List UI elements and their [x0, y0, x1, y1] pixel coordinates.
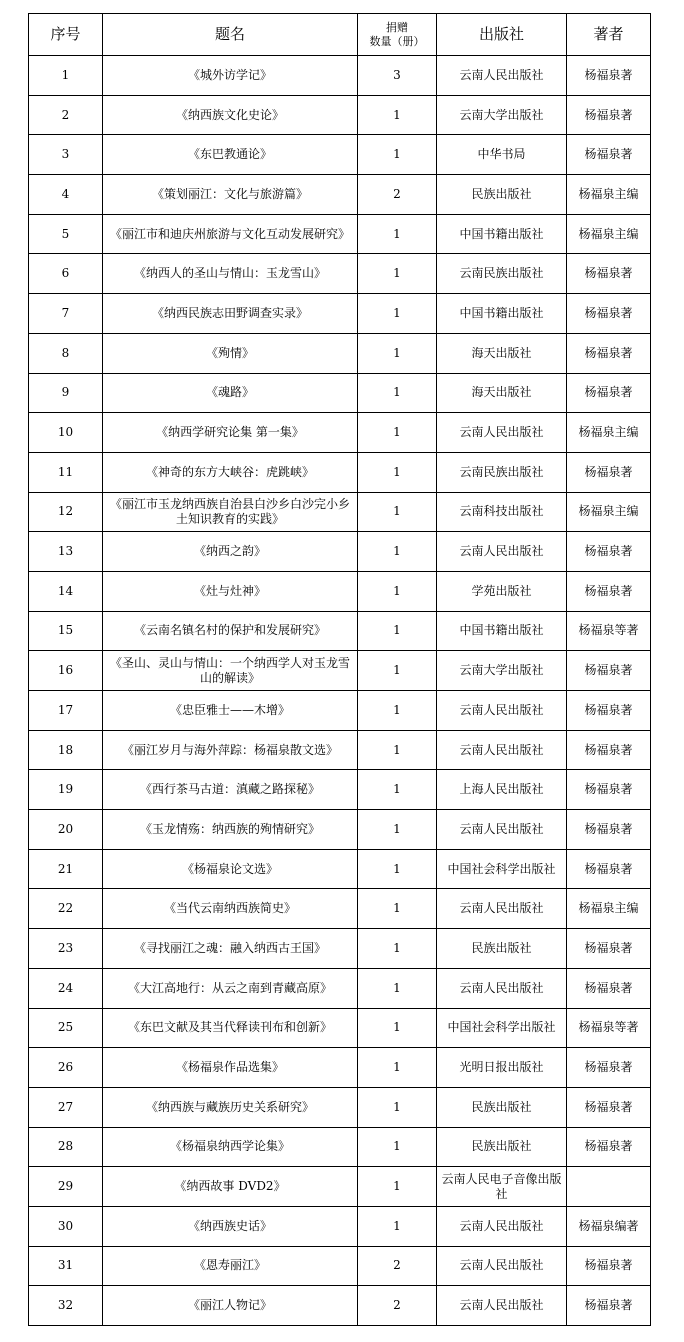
cell-qty: 1 — [358, 413, 437, 453]
cell-title: 《寻找丽江之魂：融入纳西古王国》 — [103, 929, 358, 969]
cell-title: 《恩寿丽江》 — [103, 1246, 358, 1286]
cell-author: 杨福泉著 — [567, 95, 651, 135]
header-qty-line1: 捐赠 — [386, 20, 408, 34]
cell-seq: 21 — [29, 849, 103, 889]
cell-publisher: 中国社会科学出版社 — [437, 849, 567, 889]
cell-qty: 1 — [358, 691, 437, 731]
cell-seq: 14 — [29, 571, 103, 611]
cell-publisher: 云南大学出版社 — [437, 651, 567, 691]
cell-qty: 1 — [358, 1048, 437, 1088]
table-row — [29, 1127, 651, 1167]
cell-publisher: 云南大学出版社 — [437, 95, 567, 135]
cell-title: 《纳西人的圣山与情山：玉龙雪山》 — [103, 254, 358, 294]
cell-publisher: 中华书局 — [437, 135, 567, 175]
cell-author: 杨福泉著 — [567, 770, 651, 810]
table-row — [29, 889, 651, 929]
cell-author: 杨福泉著 — [567, 1048, 651, 1088]
cell-qty: 1 — [358, 1127, 437, 1167]
cell-author: 杨福泉著 — [567, 730, 651, 770]
cell-qty: 1 — [358, 889, 437, 929]
cell-qty: 1 — [358, 1008, 437, 1048]
cell-publisher: 云南科技出版社 — [437, 492, 567, 532]
cell-seq: 27 — [29, 1087, 103, 1127]
table-row — [29, 810, 651, 850]
table-row — [29, 214, 651, 254]
table-row — [29, 373, 651, 413]
cell-title: 《东巴文献及其当代释读刊布和创新》 — [103, 1008, 358, 1048]
cell-seq: 23 — [29, 929, 103, 969]
cell-publisher: 民族出版社 — [437, 929, 567, 969]
cell-title: 《纳西学研究论集 第一集》 — [103, 413, 358, 453]
table-row — [29, 1087, 651, 1127]
table-row — [29, 611, 651, 651]
cell-publisher: 云南人民出版社 — [437, 968, 567, 1008]
cell-publisher: 云南人民出版社 — [437, 810, 567, 850]
table-row — [29, 452, 651, 492]
cell-qty: 1 — [358, 135, 437, 175]
cell-publisher: 学苑出版社 — [437, 571, 567, 611]
cell-seq: 16 — [29, 651, 103, 691]
cell-qty: 1 — [358, 492, 437, 532]
cell-seq: 31 — [29, 1246, 103, 1286]
cell-author: 杨福泉著 — [567, 1246, 651, 1286]
cell-author: 杨福泉著 — [567, 333, 651, 373]
cell-publisher: 云南人民出版社 — [437, 413, 567, 453]
table-row — [29, 175, 651, 215]
cell-title: 《玉龙情殇：纳西族的殉情研究》 — [103, 810, 358, 850]
table-row — [29, 294, 651, 334]
cell-title: 《杨福泉纳西学论集》 — [103, 1127, 358, 1167]
table-row — [29, 135, 651, 175]
cell-qty: 2 — [358, 1286, 437, 1326]
cell-seq: 6 — [29, 254, 103, 294]
table-row — [29, 56, 651, 96]
cell-author: 杨福泉主编 — [567, 175, 651, 215]
cell-publisher: 云南人民出版社 — [437, 532, 567, 572]
cell-author: 杨福泉编著 — [567, 1206, 651, 1246]
cell-title: 《丽江市和迪庆州旅游与文化互动发展研究》 — [103, 214, 358, 254]
cell-qty: 1 — [358, 849, 437, 889]
cell-author: 杨福泉等著 — [567, 611, 651, 651]
cell-author: 杨福泉著 — [567, 373, 651, 413]
table-row — [29, 413, 651, 453]
cell-seq: 32 — [29, 1286, 103, 1326]
cell-publisher: 云南人民电子音像出版社 — [437, 1167, 567, 1207]
cell-seq: 5 — [29, 214, 103, 254]
cell-seq: 25 — [29, 1008, 103, 1048]
table-row — [29, 1206, 651, 1246]
cell-qty: 1 — [358, 532, 437, 572]
table-row — [29, 333, 651, 373]
cell-qty: 1 — [358, 611, 437, 651]
header-row — [29, 14, 651, 56]
table-row — [29, 1167, 651, 1207]
cell-seq: 18 — [29, 730, 103, 770]
cell-author: 杨福泉著 — [567, 1286, 651, 1326]
table-row — [29, 95, 651, 135]
cell-title: 《灶与灶神》 — [103, 571, 358, 611]
cell-publisher: 海天出版社 — [437, 373, 567, 413]
cell-author: 杨福泉著 — [567, 651, 651, 691]
cell-seq: 29 — [29, 1167, 103, 1207]
cell-seq: 22 — [29, 889, 103, 929]
cell-author: 杨福泉著 — [567, 810, 651, 850]
cell-title: 《魂路》 — [103, 373, 358, 413]
cell-seq: 3 — [29, 135, 103, 175]
cell-qty: 1 — [358, 1167, 437, 1207]
cell-qty: 1 — [358, 254, 437, 294]
cell-title: 《丽江人物记》 — [103, 1286, 358, 1326]
cell-author: 杨福泉著 — [567, 691, 651, 731]
cell-title: 《圣山、灵山与情山：一个纳西学人对玉龙雪山的解读》 — [103, 651, 358, 691]
cell-title: 《当代云南纳西族简史》 — [103, 889, 358, 929]
table-row — [29, 770, 651, 810]
cell-author: 杨福泉主编 — [567, 889, 651, 929]
cell-publisher: 云南民族出版社 — [437, 452, 567, 492]
cell-author: 杨福泉等著 — [567, 1008, 651, 1048]
cell-title: 《纳西之韵》 — [103, 532, 358, 572]
table-row — [29, 1048, 651, 1088]
header-qty-line2: 数量（册） — [369, 34, 425, 48]
cell-author: 杨福泉著 — [567, 56, 651, 96]
table-row — [29, 1286, 651, 1326]
cell-seq: 28 — [29, 1127, 103, 1167]
cell-publisher: 云南人民出版社 — [437, 691, 567, 731]
cell-seq: 26 — [29, 1048, 103, 1088]
cell-author: 杨福泉著 — [567, 929, 651, 969]
cell-publisher: 云南人民出版社 — [437, 1206, 567, 1246]
cell-title: 《杨福泉作品选集》 — [103, 1048, 358, 1088]
cell-title: 《纳西民族志田野调查实录》 — [103, 294, 358, 334]
cell-seq: 1 — [29, 56, 103, 96]
cell-qty: 1 — [358, 929, 437, 969]
cell-qty: 1 — [358, 571, 437, 611]
cell-publisher: 云南人民出版社 — [437, 1246, 567, 1286]
cell-author: 杨福泉主编 — [567, 492, 651, 532]
table-row — [29, 929, 651, 969]
cell-title: 《纳西故事 DVD2》 — [103, 1167, 358, 1207]
cell-title: 《丽江岁月与海外萍踪：杨福泉散文选》 — [103, 730, 358, 770]
cell-seq: 4 — [29, 175, 103, 215]
cell-title: 《殉情》 — [103, 333, 358, 373]
header-seq: 序号 — [29, 14, 103, 56]
cell-title: 《忠臣雅士——木增》 — [103, 691, 358, 731]
cell-qty: 1 — [358, 968, 437, 1008]
cell-title: 《云南名镇名村的保护和发展研究》 — [103, 611, 358, 651]
cell-publisher: 民族出版社 — [437, 1127, 567, 1167]
cell-title: 《策划丽江：文化与旅游篇》 — [103, 175, 358, 215]
cell-publisher: 中国书籍出版社 — [437, 611, 567, 651]
cell-qty: 1 — [358, 810, 437, 850]
cell-seq: 17 — [29, 691, 103, 731]
header-publisher: 出版社 — [437, 14, 567, 56]
cell-title: 《神奇的东方大峡谷：虎跳峡》 — [103, 452, 358, 492]
cell-title: 《纳西族与藏族历史关系研究》 — [103, 1087, 358, 1127]
cell-seq: 24 — [29, 968, 103, 1008]
cell-seq: 12 — [29, 492, 103, 532]
table-row — [29, 492, 651, 532]
header-qty — [358, 14, 437, 56]
cell-qty: 2 — [358, 175, 437, 215]
table-row — [29, 730, 651, 770]
cell-seq: 30 — [29, 1206, 103, 1246]
cell-author: 杨福泉主编 — [567, 413, 651, 453]
cell-seq: 20 — [29, 810, 103, 850]
cell-qty: 1 — [358, 730, 437, 770]
cell-publisher: 云南人民出版社 — [437, 1286, 567, 1326]
table-row — [29, 651, 651, 691]
header-author: 著者 — [567, 14, 651, 56]
table-row — [29, 1246, 651, 1286]
cell-author — [567, 1167, 651, 1207]
cell-author: 杨福泉著 — [567, 968, 651, 1008]
table-row — [29, 1008, 651, 1048]
table-row — [29, 968, 651, 1008]
cell-seq: 2 — [29, 95, 103, 135]
cell-publisher: 海天出版社 — [437, 333, 567, 373]
cell-seq: 19 — [29, 770, 103, 810]
cell-publisher: 上海人民出版社 — [437, 770, 567, 810]
cell-qty: 1 — [358, 373, 437, 413]
cell-seq: 13 — [29, 532, 103, 572]
header-title: 题名 — [103, 14, 358, 56]
cell-title: 《纳西族文化史论》 — [103, 95, 358, 135]
cell-author: 杨福泉主编 — [567, 214, 651, 254]
cell-author: 杨福泉著 — [567, 1087, 651, 1127]
cell-publisher: 民族出版社 — [437, 175, 567, 215]
cell-publisher: 云南民族出版社 — [437, 254, 567, 294]
cell-title: 《东巴教通论》 — [103, 135, 358, 175]
table-row — [29, 254, 651, 294]
table-row — [29, 571, 651, 611]
cell-title: 《西行茶马古道：滇藏之路探秘》 — [103, 770, 358, 810]
cell-publisher: 云南人民出版社 — [437, 56, 567, 96]
cell-seq: 10 — [29, 413, 103, 453]
table-body — [29, 56, 651, 1326]
cell-qty: 1 — [358, 214, 437, 254]
cell-author: 杨福泉著 — [567, 532, 651, 572]
cell-author: 杨福泉著 — [567, 254, 651, 294]
cell-publisher: 云南人民出版社 — [437, 730, 567, 770]
cell-author: 杨福泉著 — [567, 294, 651, 334]
cell-title: 《大江高地行：从云之南到青藏高原》 — [103, 968, 358, 1008]
cell-publisher: 民族出版社 — [437, 1087, 567, 1127]
cell-author: 杨福泉著 — [567, 452, 651, 492]
cell-author: 杨福泉著 — [567, 849, 651, 889]
cell-qty: 2 — [358, 1246, 437, 1286]
cell-qty: 1 — [358, 294, 437, 334]
cell-publisher: 中国书籍出版社 — [437, 294, 567, 334]
cell-qty: 3 — [358, 56, 437, 96]
cell-qty: 1 — [358, 333, 437, 373]
cell-author: 杨福泉著 — [567, 135, 651, 175]
cell-author: 杨福泉著 — [567, 1127, 651, 1167]
cell-title: 《丽江市玉龙纳西族自治县白沙乡白沙完小乡土知识教育的实践》 — [103, 492, 358, 532]
cell-qty: 1 — [358, 770, 437, 810]
cell-qty: 1 — [358, 452, 437, 492]
cell-seq: 7 — [29, 294, 103, 334]
cell-seq: 11 — [29, 452, 103, 492]
cell-title: 《杨福泉论文选》 — [103, 849, 358, 889]
cell-publisher: 云南人民出版社 — [437, 889, 567, 929]
table-row — [29, 849, 651, 889]
cell-author: 杨福泉著 — [567, 571, 651, 611]
cell-publisher: 中国社会科学出版社 — [437, 1008, 567, 1048]
cell-title: 《纳西族史话》 — [103, 1206, 358, 1246]
table-row — [29, 532, 651, 572]
cell-qty: 1 — [358, 651, 437, 691]
cell-qty: 1 — [358, 1206, 437, 1246]
cell-qty: 1 — [358, 95, 437, 135]
cell-qty: 1 — [358, 1087, 437, 1127]
cell-publisher: 中国书籍出版社 — [437, 214, 567, 254]
cell-seq: 8 — [29, 333, 103, 373]
cell-publisher: 光明日报出版社 — [437, 1048, 567, 1088]
donation-table — [28, 13, 651, 1326]
table-row — [29, 691, 651, 731]
cell-seq: 9 — [29, 373, 103, 413]
cell-title: 《城外访学记》 — [103, 56, 358, 96]
cell-seq: 15 — [29, 611, 103, 651]
